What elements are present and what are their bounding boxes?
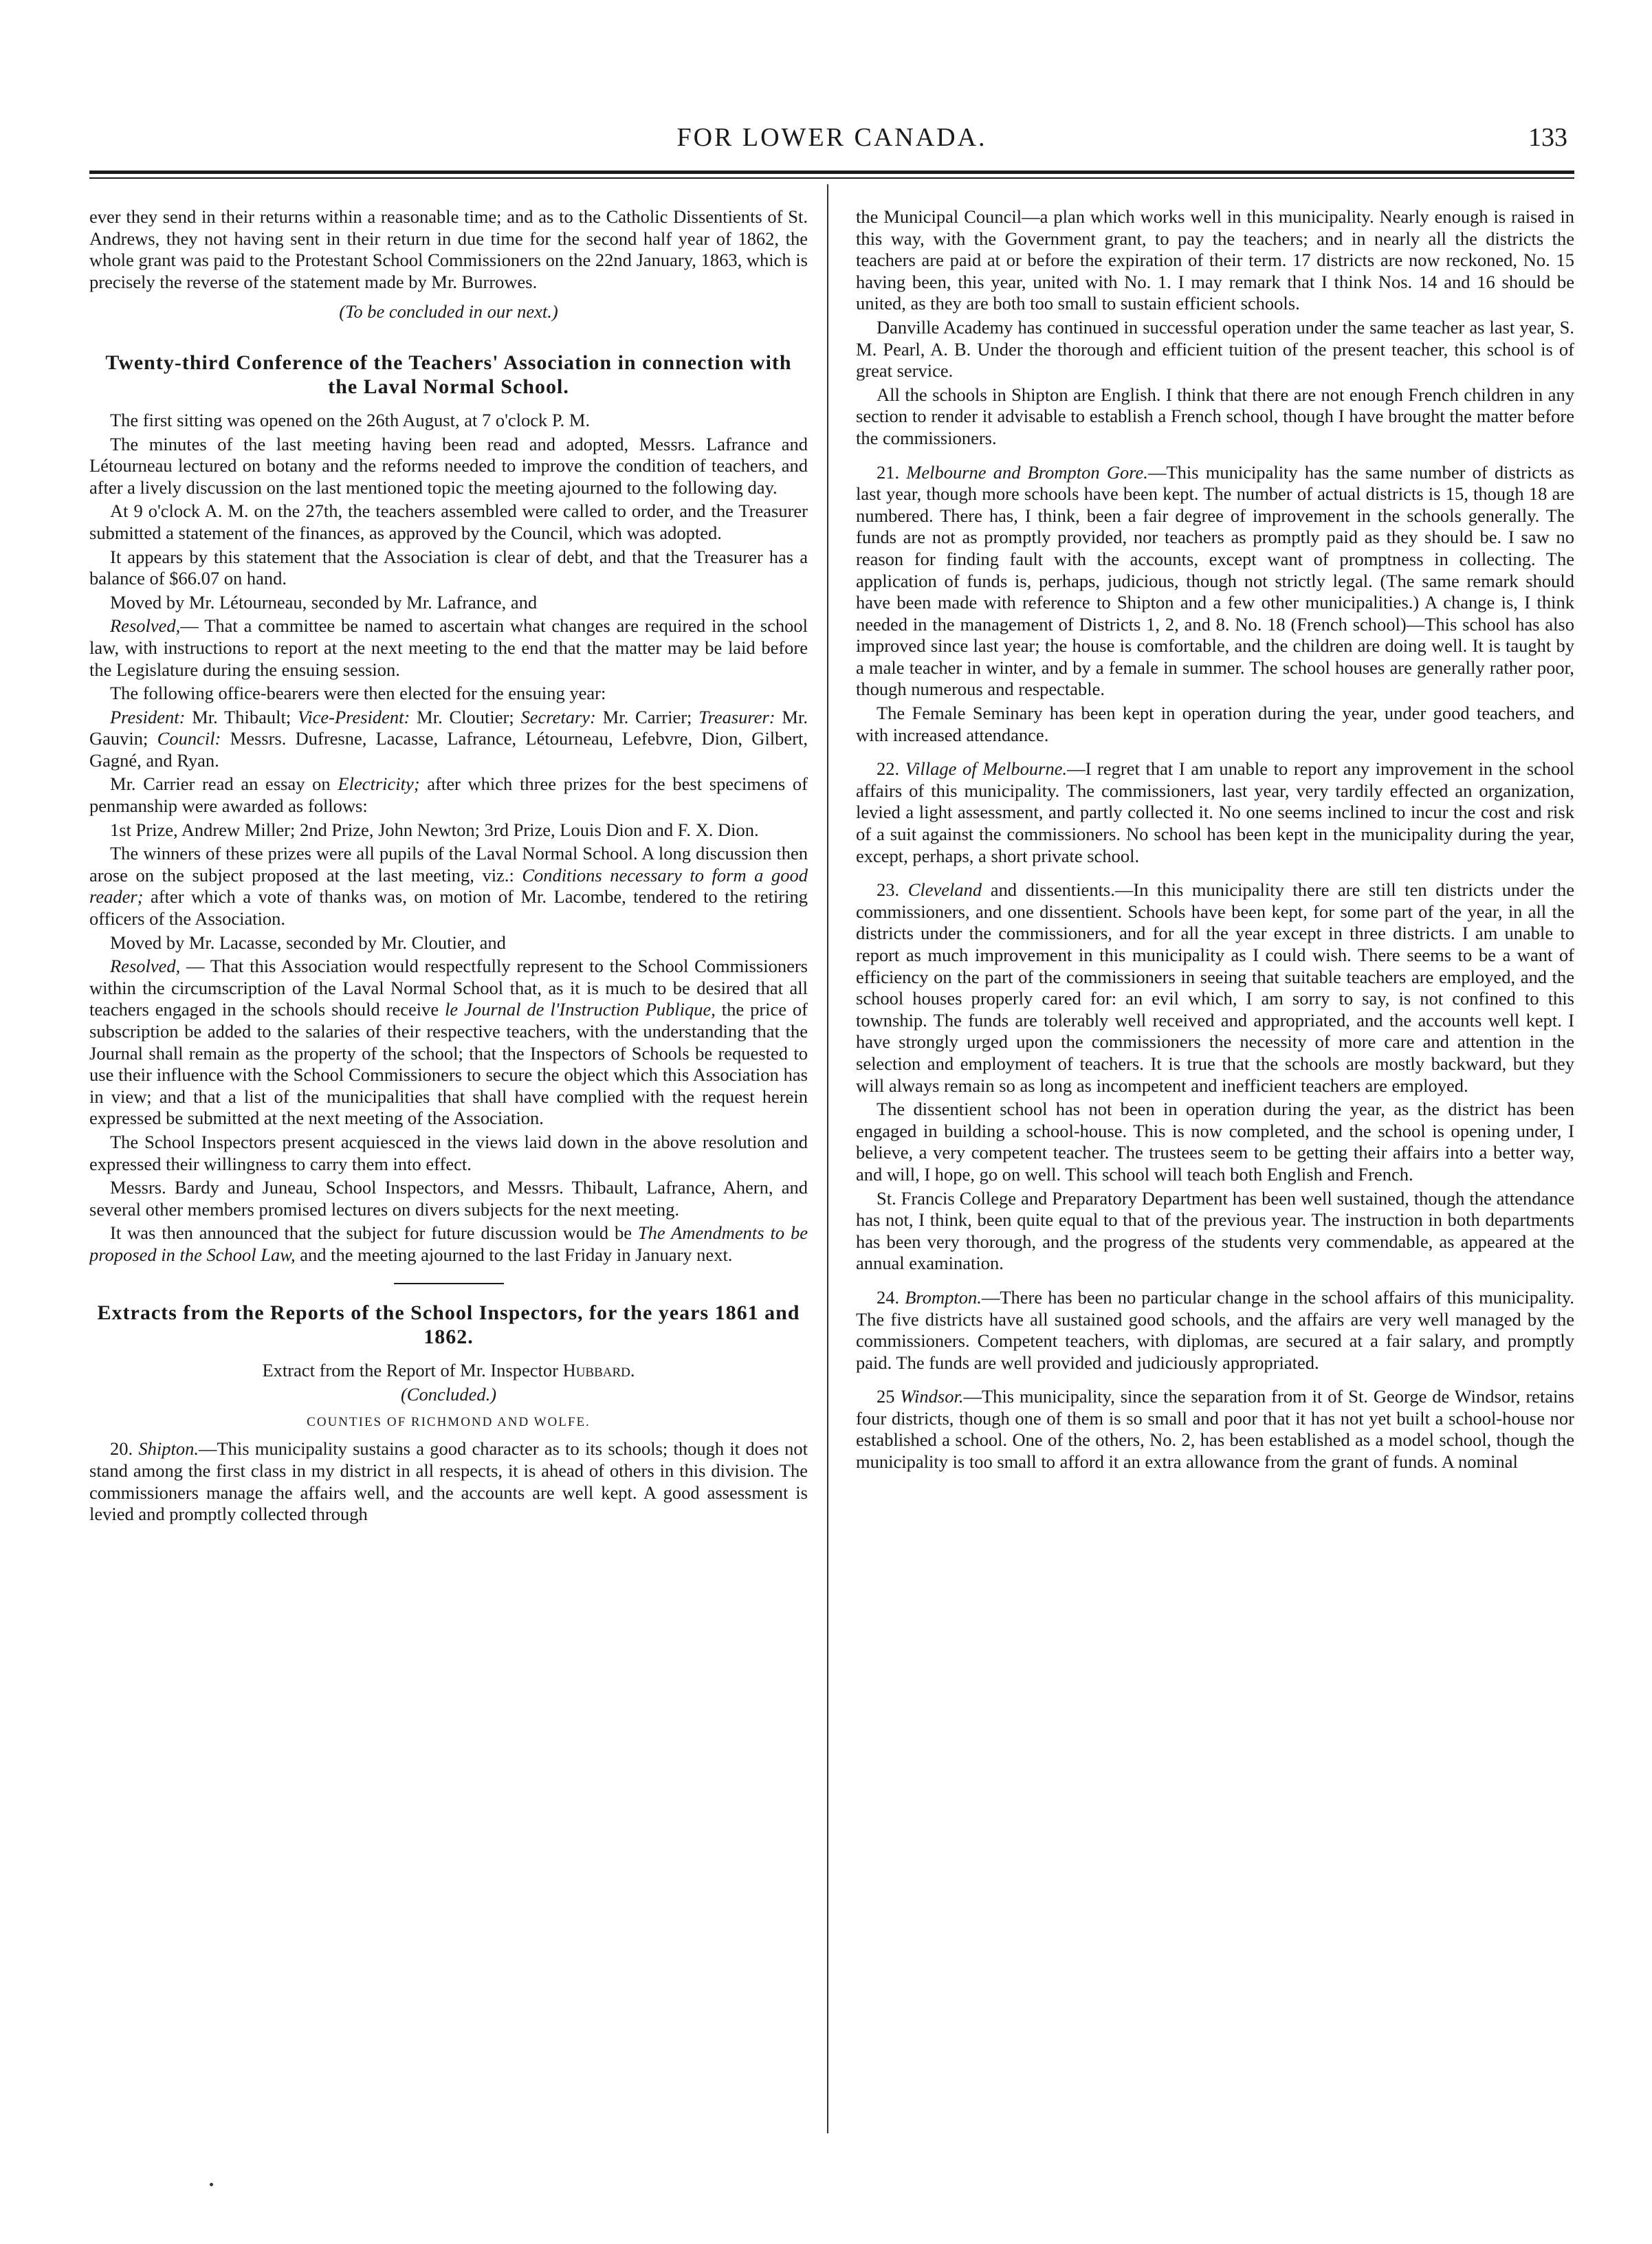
text: after which a vote of thanks was, on motion of Mr. Lacombe, tendered to the retiring officers of the Association. — [89, 886, 808, 930]
paragraph: St. Francis College and Preparatory Department has been well sustained, though the attendance has not, I think, been quite equal to that of the previous year. The instruction in both departments has been very thorough, and the progress of the students very commendable, as appeared at the annual examination. — [856, 1187, 1574, 1274]
text: The winners of these prizes were all pupils of the Laval Normal School. A long discussion then arose on the subject proposed at the last meeting, viz.: — [89, 843, 808, 886]
item-number: 23. — [877, 879, 908, 901]
paragraph: The first sitting was opened on the 26th August, at 7 o'clock P. M. — [110, 409, 591, 430]
paragraph — [89, 615, 808, 681]
continued-note: (To be concluded in our next.) — [339, 301, 558, 322]
text-italic: Electricity; — [338, 773, 420, 795]
item-number: 25 — [877, 1386, 901, 1407]
paragraph: Danville Academy has continued in successful operation under the same teacher as last year, S. M. Pearl, A. B. Under the thorough and efficient tuition of the present teacher, this school is of great service. — [856, 316, 1574, 382]
running-title: FOR LOWER CANADA. — [676, 123, 987, 152]
resolved-label: Resolved, — [110, 615, 181, 637]
paragraph: The following office-bearers were then elected for the ensuing year: — [110, 683, 606, 704]
place-name: Melbourne and Brompton Gore. — [906, 461, 1148, 483]
paragraph — [856, 1386, 1574, 1473]
left-column — [89, 206, 808, 2131]
header-rule-thick — [89, 170, 1574, 174]
subtitle — [89, 1360, 808, 1382]
text: —I regret that I am unable to report any improvement in the school affairs of this municipality. The commissioners, last year, very tardily effected an organization, levied a light assessment, and partly collected it. No one seems inclined to incur the cost and risk of a suit against the commissioners. No school has been kept in the municipality during the year, except, perhaps, a short private school. — [856, 758, 1574, 866]
header-rule-thin — [89, 177, 1574, 179]
item-number: 21. — [877, 461, 907, 483]
item-number: 20. — [110, 1438, 139, 1460]
text: Mr. Carrier; — [595, 706, 699, 727]
text: —This municipality sustains a good character as to its schools; though it does not stand among the first class in my district in all respects, it is ahead of others in this division. The commissioners manage the affairs well, and the accounts are well kept. A good assessment is levied and promptly collected through — [89, 1438, 808, 1525]
text: Mr. Cloutier; — [410, 706, 521, 727]
paragraph: The minutes of the last meeting having been read and adopted, Messrs. Lafrance and Létourneau lectured on botany and the reforms needed to improve the condition of teachers, and after a lively discussion on the last mentioned topic the meeting ajourned to the following day. — [89, 433, 808, 498]
place-name: Village of Melbourne. — [905, 758, 1068, 780]
ink-speck — [210, 2183, 213, 2186]
inspector-name: Hubbard. — [562, 1359, 635, 1380]
paragraph: It appears by this statement that the Association is clear of debt, and that the Treasurer has a balance of $66.07 on hand. — [89, 546, 808, 589]
text: the price of subscription be added to the salaries of their respective teachers, with the understanding that the Journal shall remain as the property of the school; that the Inspectors of Schools be requested to use their influence with the School Commissioners to secure the object which this Association has in view; and that a list of the municipalities that shall have complied with the request herein expressed be submitted at the next meeting of the Association. — [89, 999, 808, 1129]
label: Vice-President: — [298, 706, 410, 727]
paragraph — [856, 758, 1574, 867]
label: Council: — [157, 728, 221, 749]
paragraph: the Municipal Council—a plan which works well in this municipality. Nearly enough is raised in this way, with the Government grant, to pay the teachers; and in nearly all the districts the teachers are paid at or before the expiration of their term. 17 districts are now reckoned, No. 15 having been, this year, united with No. 1. I may remark that I think Nos. 14 and 16 should be united, as they are both too small to sustain efficient schools. — [856, 206, 1574, 314]
text: — That this Association would respectfully represent to the School Commissioners within the circumscription of the Laval Normal School that, as it is much to be desired that all teachers engaged in the schools should receive — [89, 956, 808, 1020]
text: Mr. Thibault; — [185, 706, 298, 727]
place-name: Cleveland — [907, 879, 982, 901]
resolved-label: Resolved, — [110, 956, 181, 977]
section-divider — [394, 1283, 504, 1284]
paragraph — [89, 843, 808, 930]
label: Treasurer: — [698, 706, 775, 727]
paragraph — [89, 773, 808, 817]
text: Mr. Carrier read an essay on — [110, 773, 338, 795]
paragraph — [856, 879, 1574, 1097]
paragraph: ever they send in their returns within a reasonable time; and as to the Catholic Dissentients of St. Andrews, they not having sent in their return in due time for the second half year of 1862, the whole grant was paid to the Protestant School Commissioners on the 22nd January, 1863, which is precisely the reverse of the statement made by Mr. Burrowes. — [89, 206, 808, 292]
text: —This municipality has the same number of districts as last year, though more schools have been kept. The number of actual districts is 15, though 18 are numbered. There has, I think, been a fair degree of improvement in the schools generally. The funds are not as promptly provided, nor teachers as promptly paid as they should be. I saw no reason for finding fault with the accounts, except want of promptness in collecting. The application of funds is, perhaps, judicious, though not strictly legal. (The same remark should have been made with reference to Shipton and a few other municipalities.) A change is, I think needed in the management of Districts 1, 2, and 8. No. 18 (French school)—This school has also improved since last year; the house is comfortable, and the children are doing well. It is taught by a male teacher in winter, and by a female in summer. The school houses are generally rather poor, though numerous and respectable. — [856, 461, 1574, 700]
paragraph: The School Inspectors present acquiesced in the views laid down in the above resolution and expressed their willingness to carry them into effect. — [89, 1131, 808, 1174]
paragraph: The dissentient school has not been in operation during the year, as the district has been engaged in building a school-house. This is now completed, and the school is opening under, I believe, a very competent teacher. The trustees seem to be getting their affairs into a better way, and will, I hope, go on well. This school will teach both English and French. — [856, 1099, 1574, 1185]
place-name: Windsor. — [900, 1386, 964, 1407]
office-bearers — [89, 707, 808, 772]
paragraph: Moved by Mr. Létourneau, seconded by Mr. Lafrance, and — [110, 591, 538, 613]
paragraph — [89, 956, 808, 1130]
column-divider — [827, 184, 828, 2133]
item-number: 22. — [877, 758, 905, 780]
text: after which three prizes for the best specimens of penmanship were awarded as follows: — [89, 773, 808, 817]
text-italic: The Amendments to be proposed in the School Law, — [89, 1222, 808, 1265]
paragraph: At 9 o'clock A. M. on the 27th, the teachers assembled were called to order, and the Treasurer submitted a statement of the finances, as approved by the Council, which was adopted. — [89, 500, 808, 543]
text-italic: Conditions necessary to form a good reader; — [89, 864, 808, 908]
text: — That a committee be named to ascertain what changes are required in the school law, with instructions to report at the next meeting to the end that the matter may be laid before the Legislature during the ensuing session. — [89, 615, 808, 680]
paragraph — [856, 462, 1574, 701]
section-title-conference: Twenty-third Conference of the Teachers' Association in connection with the Laval Normal School. — [105, 351, 792, 398]
paragraph: The Female Seminary has been kept in operation during the year, under good teachers, and with increased attendance. — [856, 703, 1574, 745]
text: and the meeting ajourned to the last Friday in January next. — [295, 1244, 733, 1265]
paragraph: 1st Prize, Andrew Miller; 2nd Prize, John Newton; 3rd Prize, Louis Dion and F. X. Dion. — [110, 819, 759, 840]
text: Extract from the Report of Mr. Inspector — [262, 1359, 563, 1380]
page-header — [89, 122, 1574, 164]
page-number: 133 — [1528, 123, 1567, 152]
place-name: Brompton. — [905, 1286, 982, 1308]
item-number: 24. — [877, 1286, 905, 1308]
paragraph: Moved by Mr. Lacasse, seconded by Mr. Cloutier, and — [110, 932, 506, 953]
right-column — [856, 206, 1574, 2131]
label: Secretary: — [520, 706, 596, 727]
paragraph — [89, 1222, 808, 1266]
place-name: Shipton. — [138, 1438, 199, 1460]
text: Mr. Gauvin; — [89, 706, 808, 749]
text-italic: le Journal de l'Instruction Publique, — [445, 999, 716, 1020]
section-title-extracts: Extracts from the Reports of the School Inspectors, for the years 1861 and 1862. — [97, 1301, 800, 1348]
paragraph — [89, 1438, 808, 1525]
paragraph — [856, 1287, 1574, 1374]
text: It was then announced that the subject for future discussion would be — [110, 1222, 638, 1244]
paragraph: Messrs. Bardy and Juneau, School Inspectors, and Messrs. Thibault, Lafrance, Ahern, and several other members promised lectures on divers subjects for the next meeting. — [89, 1177, 808, 1220]
text: and dissentients.—In this municipality there are still ten districts under the commissioners, and one dissentient. Schools have been kept, for some part of the year, in all the districts under the commissioners, and for all the year except in three districts. I am unable to report as much improvement in this municipality as I could wish. There seems to be a want of efficiency on the part of the commissioners in seeing that suitable teachers are employed, and the school houses properly cared for: an evil which, I am sorry to say, is not confined to this township. The funds are tolerably well received and appropriated, and the accounts well kept. I have strongly urged upon the commissioners the necessity of more care and attention in the selection and employment of teachers. It is true that the schools are mostly backward, but they will always remain so as long as incompetent and inefficient teachers are employed. — [856, 879, 1574, 1096]
counties-heading: COUNTIES OF RICHMOND AND WOLFE. — [307, 1414, 591, 1429]
paragraph: All the schools in Shipton are English. I think that there are not enough French children in any section to render it advisable to establish a French school, though I have brought the matter before the commissioners. — [856, 384, 1574, 448]
concluded-note: (Concluded.) — [400, 1384, 497, 1405]
label: President: — [110, 706, 186, 727]
text: —There has been no particular change in the school affairs of this municipality. The five districts have all sustained good schools, and the affairs are very well managed by the commissioners. Competent teachers, with diplomas, are secured at a fair salary, and promptly paid. The funds are well provided and judiciously appropriated. — [856, 1286, 1574, 1373]
text: —This municipality, since the separation from it of St. George de Windsor, retains four districts, though one of them is so small and poor that it has not yet built a school-house nor established a school. One of the others, No. 2, has been established as a model school, though the municipality is too small to afford it an extra allowance from the grant of funds. A nominal — [856, 1386, 1574, 1473]
text: Messrs. Dufresne, Lacasse, Lafrance, Létourneau, Lefebvre, Dion, Gilbert, Gagné, and Ryan. — [89, 728, 808, 771]
